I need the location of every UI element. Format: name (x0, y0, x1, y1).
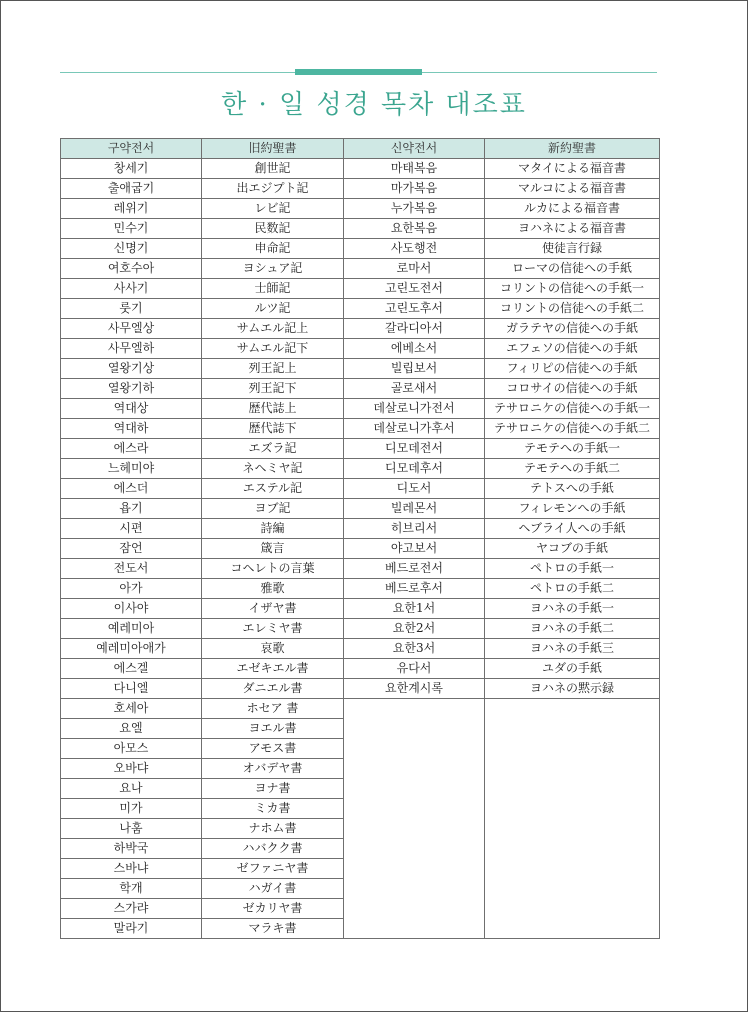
ja-old-testament-book: 雅歌 (202, 579, 344, 599)
table-row (61, 419, 660, 439)
ko-old-testament-book: 역대하 (61, 419, 202, 439)
ja-new-testament-book: フィリピの信徒への手紙 (485, 359, 660, 379)
ko-new-testament-book: 사도행전 (344, 239, 485, 259)
ja-new-testament-book: コロサイの信徒への手紙 (485, 379, 660, 399)
ja-old-testament-book: コヘレトの言葉 (202, 559, 344, 579)
ja-new-testament-book: ヨハネによる福音書 (485, 219, 660, 239)
ko-old-testament-book: 스가랴 (61, 899, 202, 919)
ko-old-testament-book: 오바댜 (61, 759, 202, 779)
ja-new-testament-book: マタイによる福音書 (485, 159, 660, 179)
ko-new-testament-book: 베드로전서 (344, 559, 485, 579)
table-row (61, 699, 660, 719)
ja-new-testament-book: テトスへの手紙 (485, 479, 660, 499)
ko-new-testament-book: 데살로니가전서 (344, 399, 485, 419)
ko-new-testament-book: 에베소서 (344, 339, 485, 359)
ja-new-testament-book: ローマの信徒への手紙 (485, 259, 660, 279)
table-row (61, 219, 660, 239)
ja-old-testament-book: エレミヤ書 (202, 619, 344, 639)
table-row (61, 559, 660, 579)
table-row (61, 599, 660, 619)
ko-new-testament-book: 빌립보서 (344, 359, 485, 379)
ja-old-testament-book: ゼファニヤ書 (202, 859, 344, 879)
bible-toc-table (60, 138, 660, 939)
table-row (61, 619, 660, 639)
ja-old-testament-book: 列王記下 (202, 379, 344, 399)
ja-new-testament-book: ペトロの手紙一 (485, 559, 660, 579)
ko-old-testament-book: 예레미아 (61, 619, 202, 639)
header-ko-new-testament: 신약전서 (344, 139, 485, 159)
ja-old-testament-book: ハガイ書 (202, 879, 344, 899)
ko-old-testament-book: 호세아 (61, 699, 202, 719)
ko-old-testament-book: 에스겔 (61, 659, 202, 679)
table-row (61, 459, 660, 479)
empty-cell-ja-new-testament (485, 699, 660, 939)
ko-old-testament-book: 여호수아 (61, 259, 202, 279)
ko-old-testament-book: 창세기 (61, 159, 202, 179)
ko-old-testament-book: 미가 (61, 799, 202, 819)
ko-old-testament-book: 아모스 (61, 739, 202, 759)
ko-old-testament-book: 요나 (61, 779, 202, 799)
ko-old-testament-book: 에스라 (61, 439, 202, 459)
ja-old-testament-book: 創世記 (202, 159, 344, 179)
ja-old-testament-book: ナホム書 (202, 819, 344, 839)
ja-old-testament-book: ホセア 書 (202, 699, 344, 719)
ko-old-testament-book: 나훔 (61, 819, 202, 839)
ja-new-testament-book: ユダの手紙 (485, 659, 660, 679)
header-ja-old-testament: 旧約聖書 (202, 139, 344, 159)
empty-cell-ko-new-testament (344, 699, 485, 939)
ja-old-testament-book: ダニエル書 (202, 679, 344, 699)
ko-new-testament-book: 히브리서 (344, 519, 485, 539)
ja-old-testament-book: サムエル記上 (202, 319, 344, 339)
table-header-row (61, 139, 660, 159)
ja-old-testament-book: ヨエル書 (202, 719, 344, 739)
ja-new-testament-book: テサロニケの信徒への手紙二 (485, 419, 660, 439)
ja-new-testament-book: ヨハネの手紙二 (485, 619, 660, 639)
table-row (61, 159, 660, 179)
table-row (61, 399, 660, 419)
ko-old-testament-book: 욥기 (61, 499, 202, 519)
ko-old-testament-book: 시편 (61, 519, 202, 539)
ja-old-testament-book: 歴代誌下 (202, 419, 344, 439)
ko-old-testament-book: 하박국 (61, 839, 202, 859)
table-row (61, 199, 660, 219)
ko-old-testament-book: 역대상 (61, 399, 202, 419)
ja-old-testament-book: レビ記 (202, 199, 344, 219)
table-row (61, 259, 660, 279)
table-row (61, 479, 660, 499)
ko-new-testament-book: 골로새서 (344, 379, 485, 399)
ko-new-testament-book: 베드로후서 (344, 579, 485, 599)
ja-new-testament-book: ヘブライ人への手紙 (485, 519, 660, 539)
ja-new-testament-book: ヨハネの手紙三 (485, 639, 660, 659)
table-row (61, 539, 660, 559)
ja-new-testament-book: ヨハネの黙示録 (485, 679, 660, 699)
table-row (61, 639, 660, 659)
ja-old-testament-book: 出エジプト記 (202, 179, 344, 199)
table-row (61, 299, 660, 319)
ko-old-testament-book: 열왕기상 (61, 359, 202, 379)
ja-old-testament-book: 士師記 (202, 279, 344, 299)
ko-old-testament-book: 레위기 (61, 199, 202, 219)
ja-new-testament-book: エフェソの信徒への手紙 (485, 339, 660, 359)
ja-old-testament-book: 申命記 (202, 239, 344, 259)
ko-old-testament-book: 사무엘상 (61, 319, 202, 339)
ja-old-testament-book: ヨナ書 (202, 779, 344, 799)
table-row (61, 379, 660, 399)
ja-new-testament-book: ルカによる福音書 (485, 199, 660, 219)
ja-old-testament-book: 箴言 (202, 539, 344, 559)
ja-old-testament-book: ゼカリヤ書 (202, 899, 344, 919)
ja-old-testament-book: ルツ記 (202, 299, 344, 319)
ko-old-testament-book: 열왕기하 (61, 379, 202, 399)
ja-old-testament-book: ネヘミヤ記 (202, 459, 344, 479)
ja-old-testament-book: アモス書 (202, 739, 344, 759)
table-row (61, 179, 660, 199)
ko-new-testament-book: 마태복음 (344, 159, 485, 179)
ko-old-testament-book: 스바냐 (61, 859, 202, 879)
table-row (61, 359, 660, 379)
ko-new-testament-book: 로마서 (344, 259, 485, 279)
ja-old-testament-book: 詩編 (202, 519, 344, 539)
ja-old-testament-book: 哀歌 (202, 639, 344, 659)
ko-new-testament-book: 누가복음 (344, 199, 485, 219)
ja-old-testament-book: ヨシュア記 (202, 259, 344, 279)
ja-old-testament-book: ハバクク書 (202, 839, 344, 859)
ja-new-testament-book: 使徒言行録 (485, 239, 660, 259)
ja-old-testament-book: ヨブ記 (202, 499, 344, 519)
table-row (61, 439, 660, 459)
ko-old-testament-book: 예레미아애가 (61, 639, 202, 659)
page-title: 한 · 일 성경 목차 대조표 (221, 90, 527, 120)
ko-old-testament-book: 민수기 (61, 219, 202, 239)
ja-new-testament-book: テモテへの手紙一 (485, 439, 660, 459)
ja-new-testament-book: ペトロの手紙二 (485, 579, 660, 599)
table-body (61, 159, 660, 939)
table-row (61, 339, 660, 359)
ko-old-testament-book: 말라기 (61, 919, 202, 939)
ko-old-testament-book: 다니엘 (61, 679, 202, 699)
ko-new-testament-book: 요한계시록 (344, 679, 485, 699)
ko-new-testament-book: 데살로니가후서 (344, 419, 485, 439)
ko-new-testament-book: 디도서 (344, 479, 485, 499)
ko-old-testament-book: 사사기 (61, 279, 202, 299)
ko-new-testament-book: 고린도전서 (344, 279, 485, 299)
ja-old-testament-book: 列王記上 (202, 359, 344, 379)
ko-old-testament-book: 출애굽기 (61, 179, 202, 199)
table-row (61, 239, 660, 259)
ko-old-testament-book: 신명기 (61, 239, 202, 259)
ja-new-testament-book: フィレモンへの手紙 (485, 499, 660, 519)
ko-old-testament-book: 룻기 (61, 299, 202, 319)
table-row (61, 579, 660, 599)
ko-old-testament-book: 아가 (61, 579, 202, 599)
ko-new-testament-book: 요한복음 (344, 219, 485, 239)
ja-new-testament-book: ガラテヤの信徒への手紙 (485, 319, 660, 339)
ja-old-testament-book: サムエル記下 (202, 339, 344, 359)
ko-old-testament-book: 잠언 (61, 539, 202, 559)
ko-new-testament-book: 요한1서 (344, 599, 485, 619)
ko-new-testament-book: 야고보서 (344, 539, 485, 559)
ko-old-testament-book: 학개 (61, 879, 202, 899)
ja-new-testament-book: コリントの信徒への手紙一 (485, 279, 660, 299)
title-rule-accent (295, 69, 422, 75)
ko-old-testament-book: 에스더 (61, 479, 202, 499)
ja-new-testament-book: ヨハネの手紙一 (485, 599, 660, 619)
ja-new-testament-book: マルコによる福音書 (485, 179, 660, 199)
ko-new-testament-book: 빌레몬서 (344, 499, 485, 519)
ko-new-testament-book: 요한3서 (344, 639, 485, 659)
ja-old-testament-book: オバデヤ書 (202, 759, 344, 779)
ja-old-testament-book: エズラ記 (202, 439, 344, 459)
table-row (61, 519, 660, 539)
ko-new-testament-book: 유다서 (344, 659, 485, 679)
ko-new-testament-book: 디모데후서 (344, 459, 485, 479)
header-ko-old-testament: 구약전서 (61, 139, 202, 159)
ja-old-testament-book: エゼキエル書 (202, 659, 344, 679)
ko-new-testament-book: 요한2서 (344, 619, 485, 639)
table-row (61, 499, 660, 519)
ja-old-testament-book: イザヤ書 (202, 599, 344, 619)
table-row (61, 679, 660, 699)
ko-new-testament-book: 고린도후서 (344, 299, 485, 319)
ko-new-testament-book: 갈라디아서 (344, 319, 485, 339)
ko-old-testament-book: 전도서 (61, 559, 202, 579)
ja-old-testament-book: 民数記 (202, 219, 344, 239)
ko-old-testament-book: 이사야 (61, 599, 202, 619)
table-row (61, 279, 660, 299)
ko-old-testament-book: 사무엘하 (61, 339, 202, 359)
ko-new-testament-book: 마가복음 (344, 179, 485, 199)
ja-old-testament-book: マラキ書 (202, 919, 344, 939)
ja-new-testament-book: テサロニケの信徒への手紙一 (485, 399, 660, 419)
ko-new-testament-book: 디모데전서 (344, 439, 485, 459)
header-ja-new-testament: 新約聖書 (485, 139, 660, 159)
ja-old-testament-book: ミカ書 (202, 799, 344, 819)
ja-old-testament-book: エステル記 (202, 479, 344, 499)
table-row (61, 319, 660, 339)
table-row (61, 659, 660, 679)
ja-old-testament-book: 歴代誌上 (202, 399, 344, 419)
ko-old-testament-book: 느헤미야 (61, 459, 202, 479)
ja-new-testament-book: テモテへの手紙二 (485, 459, 660, 479)
ja-new-testament-book: コリントの信徒への手紙二 (485, 299, 660, 319)
ko-old-testament-book: 요엘 (61, 719, 202, 739)
ja-new-testament-book: ヤコブの手紙 (485, 539, 660, 559)
